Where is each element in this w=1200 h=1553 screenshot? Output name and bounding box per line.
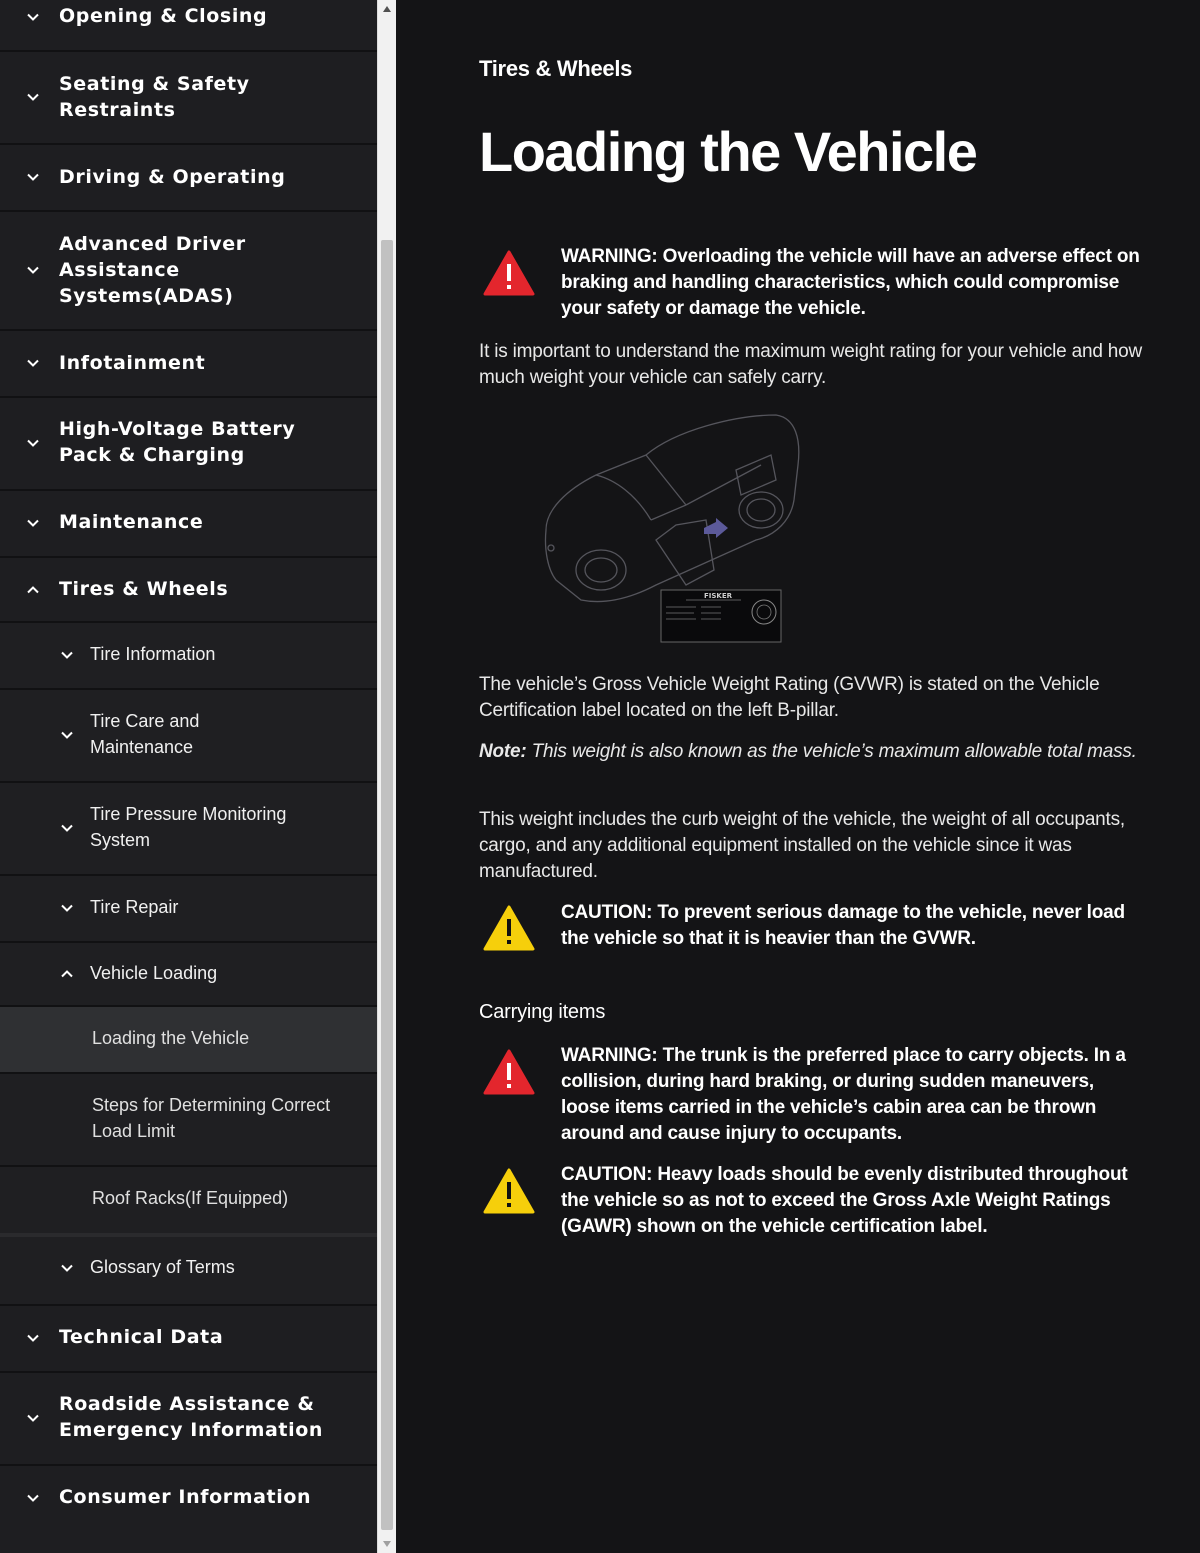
- warning-alert: [479, 1043, 1139, 1149]
- nav-technical-data[interactable]: [0, 1306, 377, 1373]
- caution-alert: [479, 900, 1139, 956]
- nav-item-label: Driving & Operating: [59, 166, 286, 188]
- scroll-down-arrow-icon[interactable]: [378, 1535, 396, 1553]
- nav-item-label: Vehicle Loading: [90, 963, 218, 983]
- page-title: Loading the Vehicle: [479, 120, 977, 183]
- nav-item-label: Steps for Determining Correct Load Limit: [92, 1095, 331, 1141]
- main-content: [396, 0, 1200, 1553]
- chevron-down-icon: [25, 169, 41, 185]
- caution-triangle-icon: [483, 1168, 535, 1214]
- nav-loading-the-vehicle[interactable]: [0, 1007, 377, 1074]
- nav-item-label: Advanced Driver Assistance Systems(ADAS): [59, 233, 246, 307]
- chevron-down-icon: [25, 262, 41, 278]
- chevron-down-icon: [59, 900, 75, 916]
- chevron-down-icon: [25, 1330, 41, 1346]
- warning-triangle-icon: [483, 1049, 535, 1095]
- nav-steps-load-limit[interactable]: [0, 1074, 377, 1167]
- nav-infotainment[interactable]: [0, 331, 377, 398]
- chevron-down-icon: [25, 1410, 41, 1426]
- sidebar-scrollbar[interactable]: [377, 0, 396, 1553]
- warning-alert: [479, 244, 1139, 324]
- nav-tire-information[interactable]: [0, 623, 377, 690]
- note-text: This weight is also known as the vehicle’s maximum allowable total mass.: [526, 741, 1137, 762]
- nav-roof-racks[interactable]: [0, 1167, 377, 1237]
- carrying-items-heading: Carrying items: [479, 1001, 606, 1023]
- warning-triangle-icon: [483, 250, 535, 296]
- chevron-down-icon: [59, 727, 75, 743]
- nav-hv-battery[interactable]: [0, 398, 377, 491]
- chevron-up-icon: [25, 582, 41, 598]
- nav-opening-closing[interactable]: [0, 0, 377, 52]
- chevron-up-icon: [59, 966, 75, 982]
- chevron-down-icon: [25, 515, 41, 531]
- note-paragraph: [479, 739, 1149, 765]
- caution-alert: [479, 1162, 1139, 1268]
- chevron-down-icon: [25, 89, 41, 105]
- nav-item-label: Roof Racks(If Equipped): [92, 1188, 289, 1208]
- nav-item-label: Maintenance: [59, 511, 204, 533]
- nav-item-label: High-Voltage Battery Pack & Charging: [59, 418, 296, 466]
- paragraph-gvwr: The vehicle’s Gross Vehicle Weight Rating (GVWR) is stated on the Vehicle Certification label located on the left B-pillar.: [479, 674, 1100, 721]
- nav-item-label: Roadside Assistance & Emergency Information: [59, 1393, 323, 1441]
- caution-text: CAUTION: To prevent serious damage to the vehicle, never load the vehicle so that it is heavier than the GVWR.: [561, 902, 1125, 949]
- nav-item-label: Glossary of Terms: [90, 1257, 235, 1277]
- nav-item-label: Consumer Information: [59, 1486, 312, 1508]
- chevron-down-icon: [59, 647, 75, 663]
- chevron-down-icon: [59, 1260, 75, 1276]
- chevron-down-icon: [25, 1490, 41, 1506]
- nav-item-label: Loading the Vehicle: [92, 1028, 250, 1048]
- nav-tpms[interactable]: [0, 783, 377, 876]
- nav-adas[interactable]: [0, 212, 377, 331]
- nav-item-label: Tires & Wheels: [59, 578, 229, 600]
- nav-tire-care[interactable]: [0, 690, 377, 783]
- nav-item-label: Technical Data: [59, 1326, 224, 1348]
- chevron-down-icon: [25, 435, 41, 451]
- note-label: Note:: [479, 741, 527, 762]
- nav-item-label: Tire Repair: [90, 897, 179, 917]
- nav-glossary[interactable]: [0, 1237, 377, 1306]
- nav-consumer-information[interactable]: [0, 1466, 377, 1533]
- scroll-up-arrow-icon[interactable]: [378, 0, 396, 18]
- nav-item-label: Tire Pressure Monitoring System: [90, 804, 287, 850]
- nav-tire-repair[interactable]: [0, 876, 377, 943]
- figure-brand-label: FISKER: [704, 592, 733, 600]
- section-label: Tires & Wheels: [479, 56, 633, 81]
- nav-tires-wheels[interactable]: [0, 558, 377, 623]
- nav-seating-safety[interactable]: [0, 52, 377, 145]
- paragraph-weight-includes: This weight includes the curb weight of the vehicle, the weight of all occupants, cargo, and any additional equipment installed on the vehicle since it was manufactured.: [479, 809, 1126, 882]
- warning-text: WARNING: The trunk is the preferred place to carry objects. In a collision, during hard braking, or during sudden maneuvers, loose items carried in the vehicle’s cabin area can be thrown around and cause injury to occupants.: [561, 1045, 1126, 1144]
- nav-maintenance[interactable]: [0, 491, 377, 558]
- nav-vehicle-loading[interactable]: [0, 943, 377, 1007]
- caution-text: CAUTION: Heavy loads should be evenly distributed throughout the vehicle so as not to exceed the Gross Axle Weight Ratings (GAWR) shown on the vehicle certification label.: [561, 1164, 1128, 1237]
- chevron-down-icon: [25, 355, 41, 371]
- nav-item-label: Infotainment: [59, 352, 206, 374]
- nav-item-label: Seating & Safety Restraints: [59, 73, 250, 121]
- nav-item-label: Tire Information: [90, 644, 216, 664]
- nav-driving-operating[interactable]: [0, 145, 377, 212]
- scrollbar-thumb[interactable]: [381, 240, 393, 1530]
- nav-item-label: Opening & Closing: [59, 5, 268, 27]
- nav-item-label: Tire Care and Maintenance: [90, 711, 200, 757]
- warning-text: WARNING: Overloading the vehicle will have an adverse effect on braking and handling characteristics, which could compromise your safety or damage the vehicle.: [561, 246, 1140, 319]
- sidebar-nav: [0, 0, 377, 1553]
- nav-roadside-assistance[interactable]: [0, 1373, 377, 1466]
- caution-triangle-icon: [483, 905, 535, 951]
- vehicle-certification-label-illustration: [536, 410, 806, 650]
- chevron-down-icon: [25, 9, 41, 25]
- paragraph-intro: It is important to understand the maximum weight rating for your vehicle and how much weight your vehicle can safely carry.: [479, 341, 1143, 388]
- chevron-down-icon: [59, 820, 75, 836]
